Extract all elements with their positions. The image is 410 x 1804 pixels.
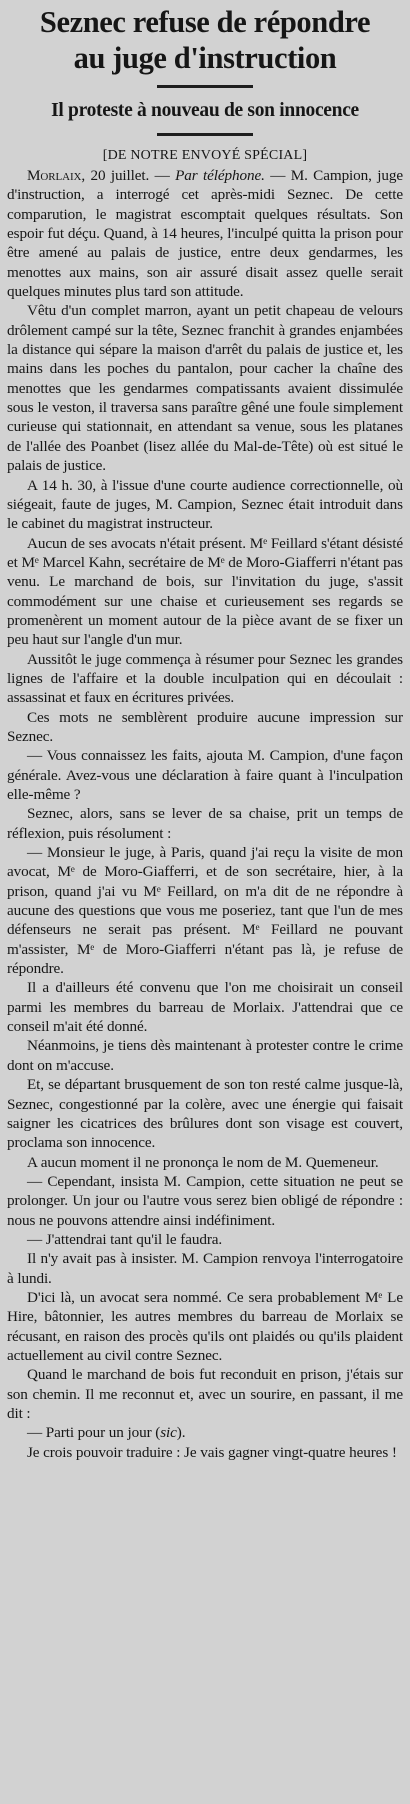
lead-paragraph	[7, 166, 403, 301]
paragraph: Il a d'ailleurs été convenu que l'on me choisirait un conseil parmi les membres du barreau de Morlaix. J'attendrai que ce conseil m'ait été donné.	[7, 979, 403, 1036]
paragraph: A aucun moment il ne prononça le nom de M. Quemeneur.	[27, 1153, 379, 1171]
paragraph: Seznec, alors, sans se lever de sa chaise, prit un temps de réflexion, puis résolument :	[7, 805, 403, 842]
paragraph: Il n'y avait pas à insister. M. Campion renvoya l'interrogatoire à lundi.	[7, 1250, 403, 1287]
headline-line-1: Seznec refuse de répondre	[39, 5, 371, 39]
subheadline-divider	[157, 133, 253, 136]
article-body	[7, 166, 403, 1462]
sic-note: sic	[160, 1424, 177, 1442]
paragraph: — J'attendrai tant qu'il le faudra.	[27, 1230, 223, 1248]
paragraph: — Cependant, insista M. Campion, cette situation ne peut se prolonger. Un jour ou l'autre vous serez bien obligé de répondre : nous ne pouvons attendre ainsi indéfiniment.	[7, 1172, 403, 1229]
headline-line-2: au juge d'instruction	[73, 41, 337, 75]
paragraph: Et, se départant brusquement de son ton resté calme jusque-là, Seznec, congestionné par la colère, avec une énergie qui faisait saigner les cicatrices des brûlures dont son visage est couvert, proclama son innocence.	[7, 1076, 403, 1152]
paragraph: Aussitôt le juge commença à résumer pour Seznec les grandes lignes de l'affaire et la double inculpation qui en découlait : assassinat et faux en écritures privées.	[7, 650, 403, 707]
final-quote-start: — Parti pour un jour (	[27, 1424, 161, 1442]
headline	[7, 4, 403, 76]
paragraph: Néanmoins, je tiens dès maintenant à protester contre le crime dont on m'accuse.	[7, 1037, 403, 1074]
paragraph: D'ici là, un avocat sera nommé. Ce sera probablement Mᵉ Le Hire, bâtonnier, les autres membres du barreau de Morlaix se récusant, en raison des procès qu'ils ont plaidés ou qu'ils plaident actuellement au civil contre Seznec.	[7, 1288, 403, 1364]
paragraph: Vêtu d'un complet marron, ayant un petit chapeau de velours drôlement campé sur la tête, Seznec franchit à grandes enjambées la distance qui sépare la maison d'arrêt du palais de justice et, les mains dans les poches du pantalon, pour cacher la chaîne des menottes que les gendarmes compatissants avaient dissimulée sous le veston, il traversa sans paraître gêné une foule simplement curieuse qui stationnait, en attendant sa venue, sous les platanes de l'allée des Poanbet (lisez allée du Mal-de-Tête) où est situé le palais de justice.	[7, 302, 403, 475]
paragraph: Aucun de ses avocats n'était présent. Mᵉ Feillard s'étant désisté et Mᵉ Marcel Kahn, secrétaire de Mᵉ de Moro-Giafferri n'étant pas venu. Le marchand de bois, sur l'invitation du juge, s'assit commodément sur une chaise et curieusement ses regards se promenèrent un moment autour de la pièce avant de se fixer un peu haut sur l'angle d'un mur.	[7, 534, 403, 649]
lead-phone: Par téléphone.	[175, 167, 265, 184]
lead-place: Morlaix	[27, 167, 82, 184]
paragraph: — Monsieur le juge, à Paris, quand j'ai reçu la visite de mon avocat, Mᵉ de Moro-Giafferri, et de son secrétaire, hier, à la prison, quand j'ai vu Mᵉ Feillard, on m'a dit de ne répondre à aucune des questions que vous me poseriez, tant que l'un de mes défenseurs ne serait pas présent. Mᵉ Feillard ne pouvant m'assister, Mᵉ de Moro-Giafferri n'étant pas là, je refuse de répondre.	[7, 844, 403, 978]
paragraph: Ces mots ne semblèrent produire aucune impression sur Seznec.	[7, 708, 403, 745]
paragraph: A 14 h. 30, à l'issue d'une courte audience correctionnelle, où siégeait, faute de juges, M. Campion, Seznec était introduit dans le cabinet du magistrat instructeur.	[7, 476, 403, 533]
paragraph: — Vous connaissez les faits, ajouta M. Campion, d'une façon générale. Avez-vous une déclaration à faire quant à l'inculpation elle-même ?	[7, 747, 403, 803]
headline-divider	[157, 85, 253, 88]
final-quote-end: ).	[176, 1424, 186, 1442]
paragraph: Quand le marchand de bois fut reconduit en prison, j'étais sur son chemin. Il me reconnut et, avec un sourire, en passant, il me dit :	[7, 1366, 403, 1422]
lead-date: , 20 juillet. —	[81, 167, 176, 184]
final-quote	[7, 1423, 403, 1442]
subheadline: Il proteste à nouveau de son innocence	[51, 100, 359, 121]
closing-paragraph: Je crois pouvoir traduire : Je vais gagner vingt-quatre heures !	[27, 1443, 397, 1461]
dateline: [DE NOTRE ENVOYÉ SPÉCIAL]	[102, 148, 308, 163]
lead-text: — M. Campion, juge d'instruction, a interrogé cet après-midi Seznec. De cette comparution, le magistrat escomptait quelques résultats. Son espoir fut déçu. Quand, à 14 heures, l'inculpé quitta la prison pour être amené au palais de justice, entre deux gendarmes, les menottes aux mains, son air assuré disait assez quelle serait quelques minutes plus tard son attitude.	[7, 167, 403, 301]
